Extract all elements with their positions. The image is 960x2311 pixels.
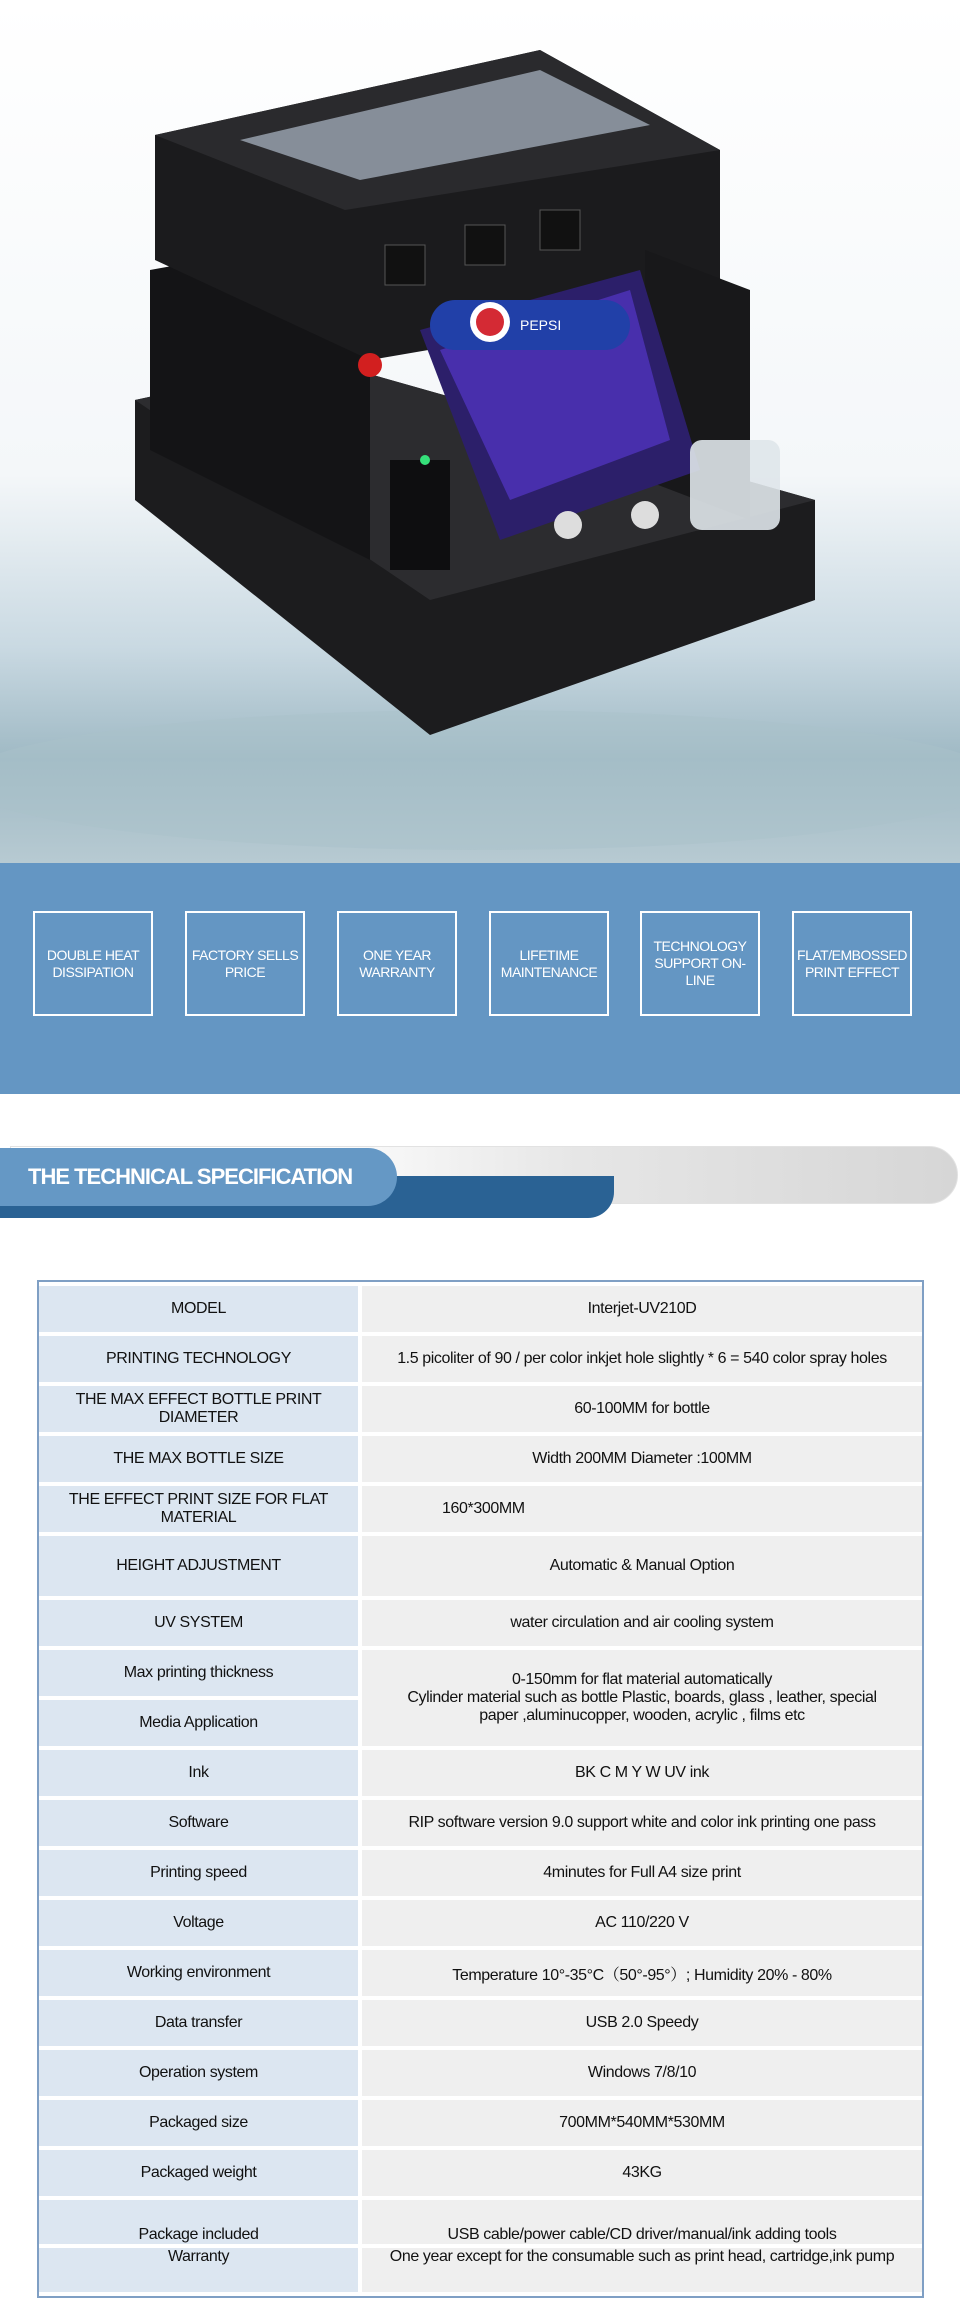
spec-label: UV SYSTEM [39, 1600, 362, 1646]
table-row [39, 1800, 922, 1846]
table-row [39, 1436, 922, 1482]
spec-value: AC 110/220 V [362, 1900, 922, 1946]
spec-value-line: Cylinder material such as bottle Plastic, boards, glass , leather, special paper ,aluminucopper, wooden, acrylic , films etc [407, 1689, 877, 1724]
spec-value: 43KG [362, 2150, 922, 2196]
table-row [39, 1486, 922, 1532]
features-band [0, 863, 960, 1094]
feature-factory-sells-price: FACTORY SELLS PRICE [185, 911, 305, 1016]
product-image [0, 0, 960, 863]
table-row [39, 1750, 922, 1796]
spec-value: 1.5 picoliter of 90 / per color inkjet hole slightly * 6 = 540 color spray holes [362, 1336, 922, 1382]
spec-value: 60-100MM for bottle [362, 1386, 922, 1432]
table-row [39, 1536, 922, 1596]
spec-value: Windows 7/8/10 [362, 2050, 922, 2096]
table-row [39, 2050, 922, 2096]
table-row [39, 2000, 922, 2046]
table-row [39, 1850, 922, 1896]
spec-label: Package included [39, 2200, 362, 2244]
spec-label: MODEL [39, 1286, 362, 1332]
spec-value: One year except for the consumable such as print head, cartridge,ink pump [362, 2248, 922, 2292]
spec-label: Packaged size [39, 2100, 362, 2146]
spec-label: Operation system [39, 2050, 362, 2096]
table-row [39, 1950, 922, 1996]
uv-printer-illustration [0, 0, 960, 863]
spec-value: RIP software version 9.0 support white and color ink printing one pass [362, 1800, 922, 1846]
table-row [39, 1336, 922, 1382]
table-row [39, 2200, 922, 2244]
spec-value: BK C M Y W UV ink [362, 1750, 922, 1796]
section-title: THE TECHNICAL SPECIFICATION [0, 1148, 397, 1206]
spec-label: Working environment [39, 1950, 362, 1996]
table-row [39, 1900, 922, 1946]
spec-value: water circulation and air cooling system [362, 1600, 922, 1646]
spec-label: Max printing thickness [39, 1650, 362, 1696]
spec-value [362, 1650, 922, 1746]
spec-label: Software [39, 1800, 362, 1846]
spec-label: Warranty [39, 2248, 362, 2292]
table-row [39, 1600, 922, 1646]
spec-value: Automatic & Manual Option [362, 1536, 922, 1596]
spec-value: USB 2.0 Speedy [362, 2000, 922, 2046]
table-row [39, 2100, 922, 2146]
table-row [39, 1650, 922, 1696]
spec-label: Ink [39, 1750, 362, 1796]
spec-value: USB cable/power cable/CD driver/manual/ink adding tools [362, 2200, 922, 2244]
spec-value: Temperature 10°-35°C（50°-95°）; Humidity 20% - 80% [362, 1950, 922, 1996]
feature-print-effect: FLAT/EMBOSSED PRINT EFFECT [792, 911, 912, 1016]
table-row [39, 2150, 922, 2196]
feature-technology-support: TECHNOLOGY SUPPORT ON-LINE [640, 911, 760, 1016]
product-label: PEPSI [520, 317, 562, 333]
spec-label: PRINTING TECHNOLOGY [39, 1336, 362, 1382]
spec-label: THE EFFECT PRINT SIZE FOR FLAT MATERIAL [39, 1486, 362, 1532]
spec-value: 700MM*540MM*530MM [362, 2100, 922, 2146]
spec-label: Media Application [39, 1700, 362, 1746]
spec-value: 4minutes for Full A4 size print [362, 1850, 922, 1896]
spec-value: Width 200MM Diameter :100MM [362, 1436, 922, 1482]
spec-label: Packaged weight [39, 2150, 362, 2196]
spec-label: HEIGHT ADJUSTMENT [39, 1536, 362, 1596]
spec-label: THE MAX BOTTLE SIZE [39, 1436, 362, 1482]
table-row [39, 1386, 922, 1432]
spec-value: 160*300MM [362, 1486, 922, 1532]
section-header [0, 1146, 960, 1226]
table-row [39, 1286, 922, 1332]
feature-one-year-warranty: ONE YEAR WARRANTY [337, 911, 457, 1016]
spec-value-line: 0-150mm for flat material automatically [511, 1671, 773, 1688]
spec-label: Voltage [39, 1900, 362, 1946]
feature-double-heat-dissipation: DOUBLE HEAT DISSIPATION [33, 911, 153, 1016]
spec-table [37, 1280, 924, 2298]
spec-value: Interjet-UV210D [362, 1286, 922, 1332]
table-row [39, 2248, 922, 2292]
spec-label: Printing speed [39, 1850, 362, 1896]
spec-label: THE MAX EFFECT BOTTLE PRINT DIAMETER [39, 1386, 362, 1432]
spec-label: Data transfer [39, 2000, 362, 2046]
feature-lifetime-maintenance: LIFETIME MAINTENANCE [489, 911, 609, 1016]
